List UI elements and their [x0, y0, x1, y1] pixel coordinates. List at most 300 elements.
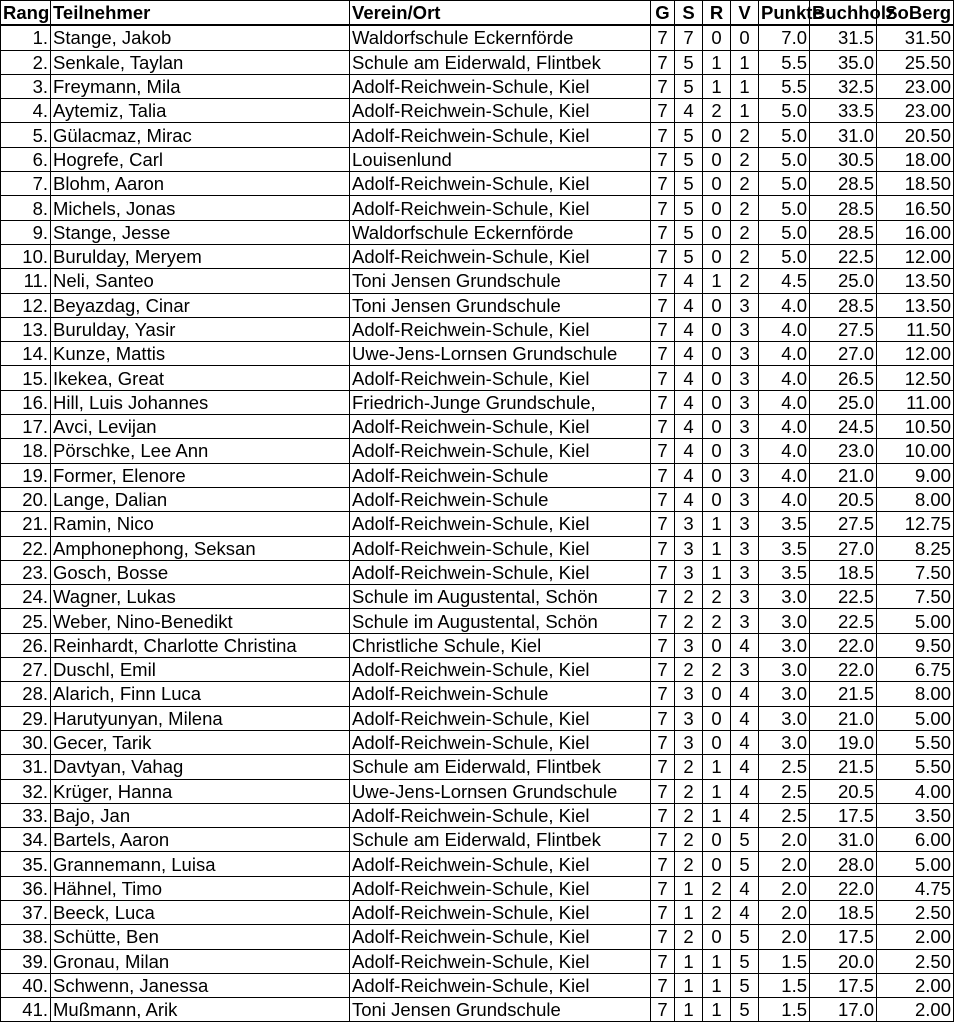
wins-cell[interactable]: 4 [675, 439, 703, 463]
participant-cell[interactable]: Kunze, Mattis [51, 342, 350, 366]
buchholz-cell[interactable]: 33.5 [810, 99, 877, 123]
rank-cell[interactable]: 37. [1, 900, 51, 924]
participant-cell[interactable]: Ramin, Nico [51, 512, 350, 536]
club-cell[interactable]: Adolf-Reichwein-Schule, Kiel [350, 973, 651, 997]
sonneborn-berger-cell[interactable]: 5.50 [877, 730, 954, 754]
games-cell[interactable]: 7 [651, 99, 675, 123]
wins-cell[interactable]: 3 [675, 706, 703, 730]
sonneborn-berger-cell[interactable]: 12.00 [877, 244, 954, 268]
wins-cell[interactable]: 4 [675, 99, 703, 123]
losses-cell[interactable]: 1 [731, 99, 759, 123]
wins-cell[interactable]: 4 [675, 293, 703, 317]
club-cell[interactable]: Toni Jensen Grundschule [350, 998, 651, 1022]
club-cell[interactable]: Friedrich-Junge Grundschule, [350, 390, 651, 414]
table-row[interactable] [1, 560, 954, 584]
draws-cell[interactable]: 1 [703, 74, 731, 98]
draws-cell[interactable]: 1 [703, 512, 731, 536]
participant-cell[interactable]: Pörschke, Lee Ann [51, 439, 350, 463]
losses-cell[interactable]: 3 [731, 439, 759, 463]
draws-cell[interactable]: 0 [703, 220, 731, 244]
participant-cell[interactable]: Former, Elenore [51, 463, 350, 487]
losses-cell[interactable]: 3 [731, 487, 759, 511]
sonneborn-berger-cell[interactable]: 16.50 [877, 196, 954, 220]
participant-cell[interactable]: Mußmann, Arik [51, 998, 350, 1022]
losses-cell[interactable]: 3 [731, 609, 759, 633]
draws-cell[interactable]: 1 [703, 779, 731, 803]
buchholz-cell[interactable]: 20.5 [810, 779, 877, 803]
table-row[interactable] [1, 123, 954, 147]
games-cell[interactable]: 7 [651, 755, 675, 779]
losses-cell[interactable]: 5 [731, 852, 759, 876]
wins-cell[interactable]: 5 [675, 220, 703, 244]
rank-cell[interactable]: 7. [1, 172, 51, 196]
losses-cell[interactable]: 2 [731, 147, 759, 171]
club-cell[interactable]: Adolf-Reichwein-Schule [350, 487, 651, 511]
games-cell[interactable]: 7 [651, 633, 675, 657]
wins-cell[interactable]: 5 [675, 172, 703, 196]
points-cell[interactable]: 3.5 [759, 512, 810, 536]
sonneborn-berger-cell[interactable]: 10.50 [877, 415, 954, 439]
losses-cell[interactable]: 5 [731, 998, 759, 1022]
games-cell[interactable]: 7 [651, 317, 675, 341]
table-row[interactable] [1, 196, 954, 220]
club-cell[interactable]: Adolf-Reichwein-Schule, Kiel [350, 415, 651, 439]
wins-cell[interactable]: 2 [675, 585, 703, 609]
buchholz-cell[interactable]: 27.0 [810, 536, 877, 560]
points-cell[interactable]: 2.0 [759, 925, 810, 949]
sonneborn-berger-cell[interactable]: 23.00 [877, 99, 954, 123]
games-cell[interactable]: 7 [651, 147, 675, 171]
losses-cell[interactable]: 4 [731, 706, 759, 730]
rank-cell[interactable]: 30. [1, 730, 51, 754]
wins-cell[interactable]: 5 [675, 74, 703, 98]
rank-cell[interactable]: 41. [1, 998, 51, 1022]
points-cell[interactable]: 5.0 [759, 196, 810, 220]
sonneborn-berger-cell[interactable]: 7.50 [877, 560, 954, 584]
buchholz-cell[interactable]: 35.0 [810, 50, 877, 74]
participant-cell[interactable]: Michels, Jonas [51, 196, 350, 220]
header-teilnehmer[interactable]: Teilnehmer [51, 1, 350, 26]
sonneborn-berger-cell[interactable]: 12.00 [877, 342, 954, 366]
header-draws[interactable]: R [703, 1, 731, 26]
points-cell[interactable]: 3.0 [759, 682, 810, 706]
wins-cell[interactable]: 7 [675, 25, 703, 50]
rank-cell[interactable]: 20. [1, 487, 51, 511]
wins-cell[interactable]: 4 [675, 317, 703, 341]
club-cell[interactable]: Adolf-Reichwein-Schule, Kiel [350, 852, 651, 876]
points-cell[interactable]: 3.0 [759, 609, 810, 633]
sonneborn-berger-cell[interactable]: 18.00 [877, 147, 954, 171]
points-cell[interactable]: 5.0 [759, 244, 810, 268]
losses-cell[interactable]: 4 [731, 779, 759, 803]
losses-cell[interactable]: 3 [731, 560, 759, 584]
buchholz-cell[interactable]: 30.5 [810, 147, 877, 171]
sonneborn-berger-cell[interactable]: 8.00 [877, 487, 954, 511]
rank-cell[interactable]: 8. [1, 196, 51, 220]
buchholz-cell[interactable]: 26.5 [810, 366, 877, 390]
points-cell[interactable]: 2.0 [759, 852, 810, 876]
points-cell[interactable]: 2.0 [759, 876, 810, 900]
wins-cell[interactable]: 5 [675, 147, 703, 171]
points-cell[interactable]: 4.0 [759, 342, 810, 366]
participant-cell[interactable]: Duschl, Emil [51, 658, 350, 682]
points-cell[interactable]: 3.0 [759, 730, 810, 754]
table-row[interactable] [1, 609, 954, 633]
participant-cell[interactable]: Schwenn, Janessa [51, 973, 350, 997]
wins-cell[interactable]: 3 [675, 560, 703, 584]
points-cell[interactable]: 3.0 [759, 658, 810, 682]
club-cell[interactable]: Adolf-Reichwein-Schule, Kiel [350, 949, 651, 973]
table-row[interactable] [1, 439, 954, 463]
points-cell[interactable]: 2.0 [759, 828, 810, 852]
wins-cell[interactable]: 3 [675, 512, 703, 536]
sonneborn-berger-cell[interactable]: 7.50 [877, 585, 954, 609]
rank-cell[interactable]: 25. [1, 609, 51, 633]
points-cell[interactable]: 4.0 [759, 463, 810, 487]
participant-cell[interactable]: Stange, Jesse [51, 220, 350, 244]
table-row[interactable] [1, 585, 954, 609]
wins-cell[interactable]: 4 [675, 269, 703, 293]
draws-cell[interactable]: 2 [703, 658, 731, 682]
games-cell[interactable]: 7 [651, 244, 675, 268]
sonneborn-berger-cell[interactable]: 6.75 [877, 658, 954, 682]
club-cell[interactable]: Adolf-Reichwein-Schule, Kiel [350, 560, 651, 584]
sonneborn-berger-cell[interactable]: 13.50 [877, 293, 954, 317]
points-cell[interactable]: 2.5 [759, 803, 810, 827]
draws-cell[interactable]: 1 [703, 949, 731, 973]
buchholz-cell[interactable]: 27.5 [810, 317, 877, 341]
losses-cell[interactable]: 3 [731, 512, 759, 536]
buchholz-cell[interactable]: 25.0 [810, 269, 877, 293]
buchholz-cell[interactable]: 22.0 [810, 633, 877, 657]
draws-cell[interactable]: 0 [703, 487, 731, 511]
losses-cell[interactable]: 3 [731, 293, 759, 317]
losses-cell[interactable]: 2 [731, 244, 759, 268]
wins-cell[interactable]: 2 [675, 828, 703, 852]
table-row[interactable] [1, 852, 954, 876]
losses-cell[interactable]: 3 [731, 415, 759, 439]
wins-cell[interactable]: 4 [675, 342, 703, 366]
losses-cell[interactable]: 0 [731, 25, 759, 50]
points-cell[interactable]: 4.0 [759, 366, 810, 390]
points-cell[interactable]: 4.0 [759, 317, 810, 341]
draws-cell[interactable]: 0 [703, 415, 731, 439]
draws-cell[interactable]: 2 [703, 900, 731, 924]
buchholz-cell[interactable]: 21.5 [810, 755, 877, 779]
club-cell[interactable]: Adolf-Reichwein-Schule, Kiel [350, 439, 651, 463]
points-cell[interactable]: 1.5 [759, 998, 810, 1022]
points-cell[interactable]: 5.0 [759, 220, 810, 244]
participant-cell[interactable]: Beyazdag, Cinar [51, 293, 350, 317]
rank-cell[interactable]: 3. [1, 74, 51, 98]
games-cell[interactable]: 7 [651, 852, 675, 876]
wins-cell[interactable]: 4 [675, 415, 703, 439]
club-cell[interactable]: Toni Jensen Grundschule [350, 293, 651, 317]
points-cell[interactable]: 4.0 [759, 390, 810, 414]
draws-cell[interactable]: 2 [703, 585, 731, 609]
table-row[interactable] [1, 536, 954, 560]
games-cell[interactable]: 7 [651, 779, 675, 803]
rank-cell[interactable]: 15. [1, 366, 51, 390]
participant-cell[interactable]: Burulday, Meryem [51, 244, 350, 268]
losses-cell[interactable]: 3 [731, 536, 759, 560]
table-row[interactable] [1, 828, 954, 852]
games-cell[interactable]: 7 [651, 658, 675, 682]
points-cell[interactable]: 4.5 [759, 269, 810, 293]
losses-cell[interactable]: 4 [731, 682, 759, 706]
wins-cell[interactable]: 3 [675, 682, 703, 706]
table-row[interactable] [1, 415, 954, 439]
club-cell[interactable]: Adolf-Reichwein-Schule, Kiel [350, 196, 651, 220]
table-row[interactable] [1, 658, 954, 682]
points-cell[interactable]: 4.0 [759, 439, 810, 463]
rank-cell[interactable]: 6. [1, 147, 51, 171]
games-cell[interactable]: 7 [651, 220, 675, 244]
points-cell[interactable]: 7.0 [759, 25, 810, 50]
participant-cell[interactable]: Aytemiz, Talia [51, 99, 350, 123]
buchholz-cell[interactable]: 23.0 [810, 439, 877, 463]
participant-cell[interactable]: Blohm, Aaron [51, 172, 350, 196]
losses-cell[interactable]: 3 [731, 390, 759, 414]
draws-cell[interactable]: 1 [703, 973, 731, 997]
wins-cell[interactable]: 5 [675, 244, 703, 268]
participant-cell[interactable]: Grannemann, Luisa [51, 852, 350, 876]
draws-cell[interactable]: 1 [703, 803, 731, 827]
sonneborn-berger-cell[interactable]: 23.00 [877, 74, 954, 98]
points-cell[interactable]: 5.0 [759, 172, 810, 196]
games-cell[interactable]: 7 [651, 415, 675, 439]
buchholz-cell[interactable]: 17.0 [810, 998, 877, 1022]
points-cell[interactable]: 2.0 [759, 900, 810, 924]
rank-cell[interactable]: 22. [1, 536, 51, 560]
table-row[interactable] [1, 99, 954, 123]
participant-cell[interactable]: Freymann, Mila [51, 74, 350, 98]
wins-cell[interactable]: 5 [675, 123, 703, 147]
participant-cell[interactable]: Gosch, Bosse [51, 560, 350, 584]
wins-cell[interactable]: 4 [675, 487, 703, 511]
draws-cell[interactable]: 2 [703, 876, 731, 900]
participant-cell[interactable]: Neli, Santeo [51, 269, 350, 293]
participant-cell[interactable]: Davtyan, Vahag [51, 755, 350, 779]
participant-cell[interactable]: Gülacmaz, Mirac [51, 123, 350, 147]
draws-cell[interactable]: 1 [703, 269, 731, 293]
draws-cell[interactable]: 0 [703, 342, 731, 366]
draws-cell[interactable]: 1 [703, 998, 731, 1022]
sonneborn-berger-cell[interactable]: 8.00 [877, 682, 954, 706]
points-cell[interactable]: 4.0 [759, 415, 810, 439]
club-cell[interactable]: Waldorfschule Eckernförde [350, 25, 651, 50]
games-cell[interactable]: 7 [651, 730, 675, 754]
table-row[interactable] [1, 730, 954, 754]
wins-cell[interactable]: 1 [675, 998, 703, 1022]
buchholz-cell[interactable]: 24.5 [810, 415, 877, 439]
games-cell[interactable]: 7 [651, 439, 675, 463]
draws-cell[interactable]: 0 [703, 293, 731, 317]
buchholz-cell[interactable]: 21.0 [810, 706, 877, 730]
draws-cell[interactable]: 1 [703, 755, 731, 779]
sonneborn-berger-cell[interactable]: 2.50 [877, 900, 954, 924]
club-cell[interactable]: Adolf-Reichwein-Schule, Kiel [350, 658, 651, 682]
losses-cell[interactable]: 2 [731, 220, 759, 244]
rank-cell[interactable]: 18. [1, 439, 51, 463]
sonneborn-berger-cell[interactable]: 10.00 [877, 439, 954, 463]
games-cell[interactable]: 7 [651, 900, 675, 924]
points-cell[interactable]: 2.5 [759, 755, 810, 779]
draws-cell[interactable]: 0 [703, 828, 731, 852]
sonneborn-berger-cell[interactable]: 2.00 [877, 998, 954, 1022]
sonneborn-berger-cell[interactable]: 5.00 [877, 609, 954, 633]
sonneborn-berger-cell[interactable]: 13.50 [877, 269, 954, 293]
games-cell[interactable]: 7 [651, 925, 675, 949]
table-row[interactable] [1, 366, 954, 390]
header-losses[interactable]: V [731, 1, 759, 26]
table-row[interactable] [1, 317, 954, 341]
rank-cell[interactable]: 23. [1, 560, 51, 584]
draws-cell[interactable]: 2 [703, 99, 731, 123]
points-cell[interactable]: 1.5 [759, 973, 810, 997]
club-cell[interactable]: Adolf-Reichwein-Schule, Kiel [350, 74, 651, 98]
buchholz-cell[interactable]: 20.0 [810, 949, 877, 973]
rank-cell[interactable]: 5. [1, 123, 51, 147]
table-row[interactable] [1, 706, 954, 730]
losses-cell[interactable]: 1 [731, 50, 759, 74]
losses-cell[interactable]: 4 [731, 876, 759, 900]
table-row[interactable] [1, 925, 954, 949]
draws-cell[interactable]: 0 [703, 123, 731, 147]
buchholz-cell[interactable]: 17.5 [810, 803, 877, 827]
rank-cell[interactable]: 36. [1, 876, 51, 900]
club-cell[interactable]: Adolf-Reichwein-Schule, Kiel [350, 244, 651, 268]
games-cell[interactable]: 7 [651, 463, 675, 487]
buchholz-cell[interactable]: 22.0 [810, 876, 877, 900]
buchholz-cell[interactable]: 22.5 [810, 609, 877, 633]
sonneborn-berger-cell[interactable]: 9.50 [877, 633, 954, 657]
draws-cell[interactable]: 0 [703, 244, 731, 268]
table-row[interactable] [1, 633, 954, 657]
draws-cell[interactable]: 1 [703, 536, 731, 560]
games-cell[interactable]: 7 [651, 123, 675, 147]
rank-cell[interactable]: 28. [1, 682, 51, 706]
games-cell[interactable]: 7 [651, 560, 675, 584]
points-cell[interactable]: 3.0 [759, 706, 810, 730]
participant-cell[interactable]: Stange, Jakob [51, 25, 350, 50]
rank-cell[interactable]: 14. [1, 342, 51, 366]
draws-cell[interactable]: 0 [703, 25, 731, 50]
table-row[interactable] [1, 512, 954, 536]
losses-cell[interactable]: 4 [731, 900, 759, 924]
participant-cell[interactable]: Burulday, Yasir [51, 317, 350, 341]
table-row[interactable] [1, 779, 954, 803]
games-cell[interactable]: 7 [651, 366, 675, 390]
losses-cell[interactable]: 3 [731, 585, 759, 609]
rank-cell[interactable]: 12. [1, 293, 51, 317]
sonneborn-berger-cell[interactable]: 31.50 [877, 25, 954, 50]
buchholz-cell[interactable]: 32.5 [810, 74, 877, 98]
table-row[interactable] [1, 487, 954, 511]
participant-cell[interactable]: Schütte, Ben [51, 925, 350, 949]
table-row[interactable] [1, 463, 954, 487]
participant-cell[interactable]: Bartels, Aaron [51, 828, 350, 852]
games-cell[interactable]: 7 [651, 50, 675, 74]
games-cell[interactable]: 7 [651, 803, 675, 827]
points-cell[interactable]: 3.0 [759, 585, 810, 609]
sonneborn-berger-cell[interactable]: 18.50 [877, 172, 954, 196]
buchholz-cell[interactable]: 22.5 [810, 585, 877, 609]
points-cell[interactable]: 4.0 [759, 487, 810, 511]
header-wins[interactable]: S [675, 1, 703, 26]
draws-cell[interactable]: 0 [703, 852, 731, 876]
buchholz-cell[interactable]: 22.5 [810, 244, 877, 268]
club-cell[interactable]: Toni Jensen Grundschule [350, 269, 651, 293]
table-row[interactable] [1, 244, 954, 268]
buchholz-cell[interactable]: 28.5 [810, 196, 877, 220]
sonneborn-berger-cell[interactable]: 3.50 [877, 803, 954, 827]
losses-cell[interactable]: 3 [731, 463, 759, 487]
draws-cell[interactable]: 0 [703, 390, 731, 414]
rank-cell[interactable]: 9. [1, 220, 51, 244]
draws-cell[interactable]: 0 [703, 439, 731, 463]
table-row[interactable] [1, 803, 954, 827]
participant-cell[interactable]: Hähnel, Timo [51, 876, 350, 900]
games-cell[interactable]: 7 [651, 512, 675, 536]
buchholz-cell[interactable]: 17.5 [810, 925, 877, 949]
sonneborn-berger-cell[interactable]: 5.00 [877, 852, 954, 876]
losses-cell[interactable]: 2 [731, 172, 759, 196]
wins-cell[interactable]: 5 [675, 50, 703, 74]
header-rang[interactable]: Rang [1, 1, 51, 26]
wins-cell[interactable]: 5 [675, 196, 703, 220]
participant-cell[interactable]: Alarich, Finn Luca [51, 682, 350, 706]
buchholz-cell[interactable]: 19.0 [810, 730, 877, 754]
wins-cell[interactable]: 2 [675, 779, 703, 803]
rank-cell[interactable]: 24. [1, 585, 51, 609]
table-row[interactable] [1, 876, 954, 900]
club-cell[interactable]: Uwe-Jens-Lornsen Grundschule [350, 779, 651, 803]
wins-cell[interactable]: 4 [675, 463, 703, 487]
club-cell[interactable]: Adolf-Reichwein-Schule, Kiel [350, 99, 651, 123]
buchholz-cell[interactable]: 21.5 [810, 682, 877, 706]
games-cell[interactable]: 7 [651, 172, 675, 196]
losses-cell[interactable]: 5 [731, 828, 759, 852]
sonneborn-berger-cell[interactable]: 6.00 [877, 828, 954, 852]
buchholz-cell[interactable]: 28.0 [810, 852, 877, 876]
table-row[interactable] [1, 755, 954, 779]
buchholz-cell[interactable]: 18.5 [810, 900, 877, 924]
sonneborn-berger-cell[interactable]: 11.00 [877, 390, 954, 414]
draws-cell[interactable]: 0 [703, 730, 731, 754]
losses-cell[interactable]: 5 [731, 973, 759, 997]
draws-cell[interactable]: 0 [703, 925, 731, 949]
club-cell[interactable]: Adolf-Reichwein-Schule [350, 682, 651, 706]
participant-cell[interactable]: Lange, Dalian [51, 487, 350, 511]
draws-cell[interactable]: 0 [703, 366, 731, 390]
rank-cell[interactable]: 32. [1, 779, 51, 803]
points-cell[interactable]: 4.0 [759, 293, 810, 317]
buchholz-cell[interactable]: 27.5 [810, 512, 877, 536]
header-buchholz[interactable]: Buchholz [810, 1, 877, 26]
participant-cell[interactable]: Hogrefe, Carl [51, 147, 350, 171]
club-cell[interactable]: Adolf-Reichwein-Schule, Kiel [350, 366, 651, 390]
losses-cell[interactable]: 2 [731, 196, 759, 220]
club-cell[interactable]: Adolf-Reichwein-Schule, Kiel [350, 512, 651, 536]
participant-cell[interactable]: Gronau, Milan [51, 949, 350, 973]
rank-cell[interactable]: 16. [1, 390, 51, 414]
rank-cell[interactable]: 4. [1, 99, 51, 123]
losses-cell[interactable]: 3 [731, 317, 759, 341]
sonneborn-berger-cell[interactable]: 4.75 [877, 876, 954, 900]
club-cell[interactable]: Adolf-Reichwein-Schule, Kiel [350, 172, 651, 196]
wins-cell[interactable]: 2 [675, 925, 703, 949]
